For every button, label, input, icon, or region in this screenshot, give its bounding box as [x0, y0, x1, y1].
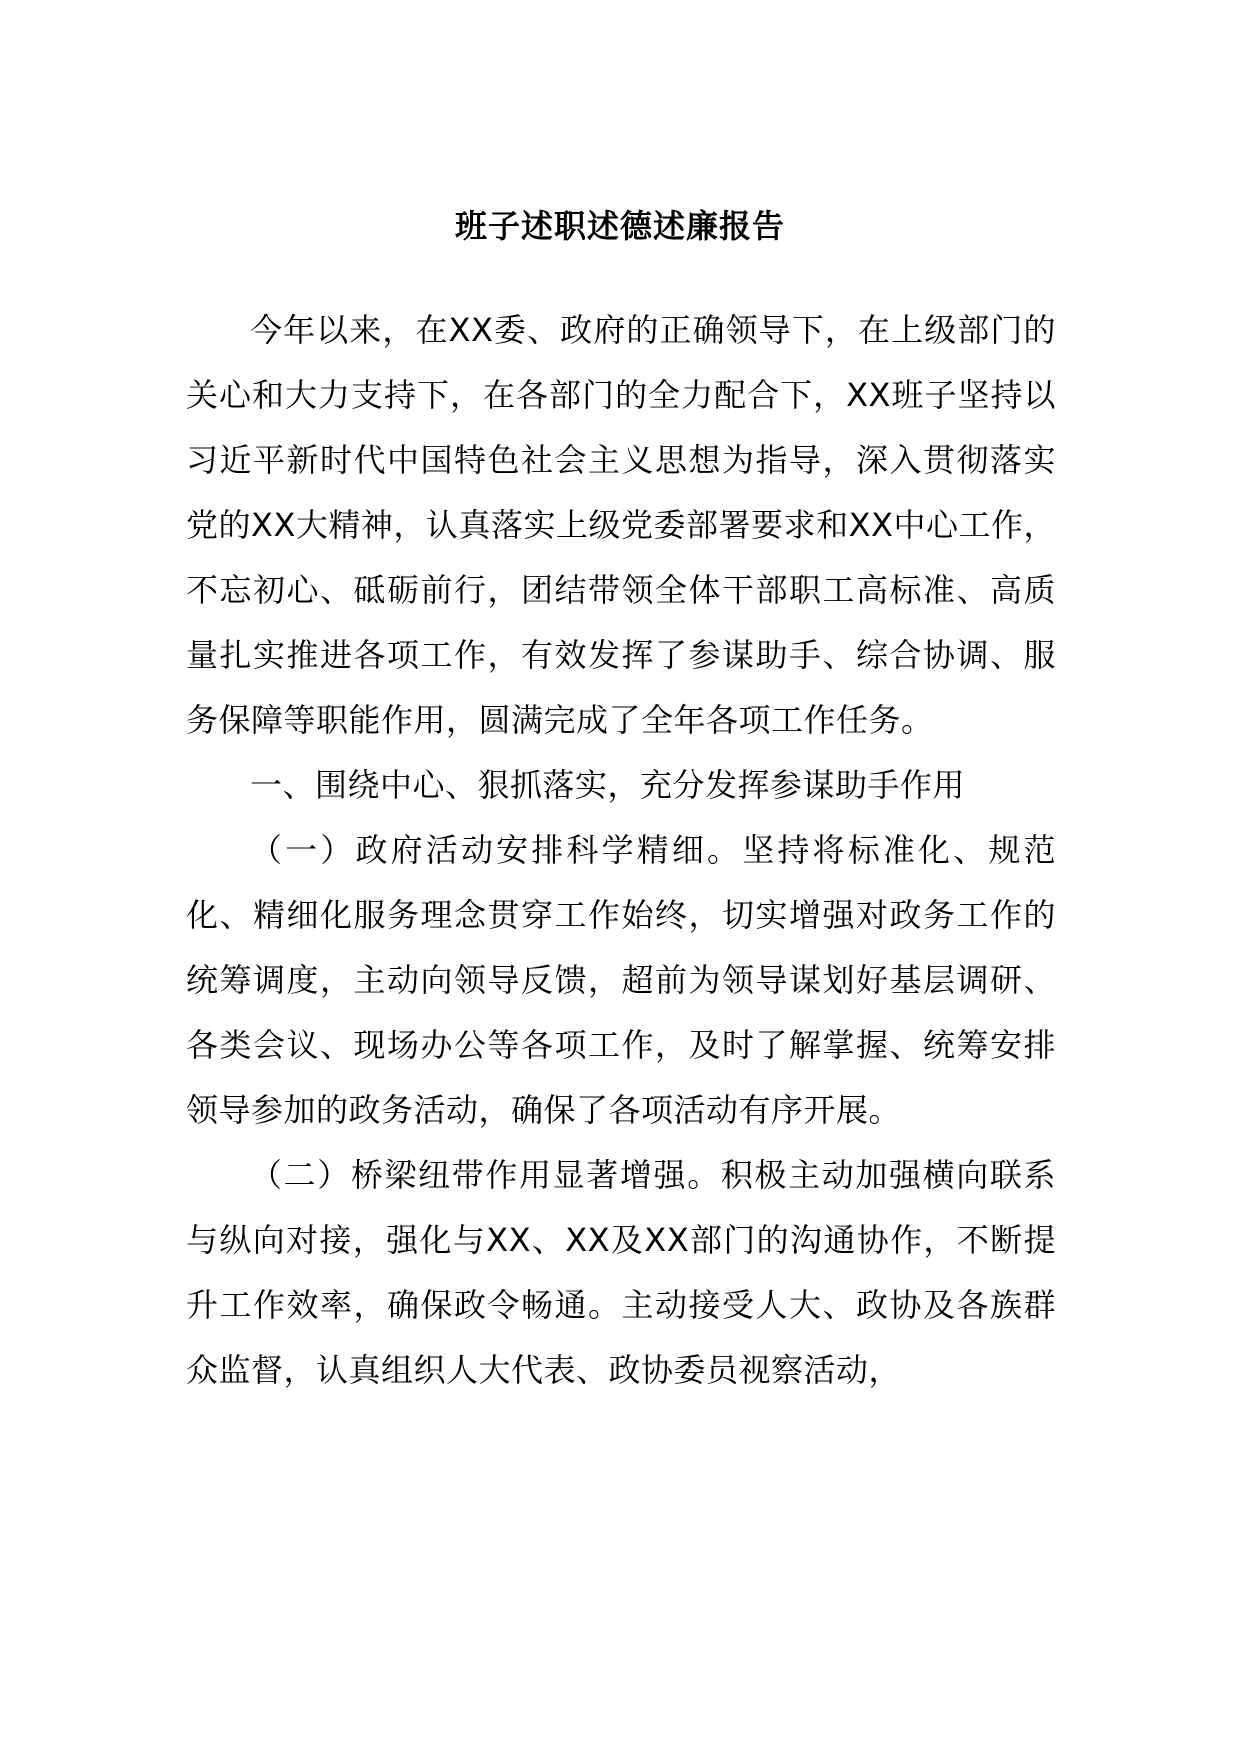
paragraph-intro: 今年以来，在XX委、政府的正确领导下，在上级部门的关心和大力支持下，在各部门的全力配合下，XX班子坚持以习近平新时代中国特色社会主义思想为指导，深入贯彻落实党的XX大精神，认真落实上级党委部署要求和XX中心工作，不忘初心、砥砺前行，团结带领全体干部职工高标准、高质量扎实推进各项工作，有效发挥了参谋助手、综合协调、服务保障等职能作用，圆满完成了全年各项工作任务。	[186, 311, 1056, 739]
document-body	[186, 298, 1056, 1403]
section-heading-1: 一、围绕中心、狠抓落实，充分发挥参谋助手作用	[250, 766, 966, 804]
paragraph-subsection-2: （二）桥梁纽带作用显著增强。积极主动加强横向联系与纵向对接，强化与XX、XX及XX部门的沟通协作，不断提升工作效率，确保政令畅通。主动接受人大、政协及各族群众监督，认真组织人大代表、政协委员视察活动，	[186, 1156, 1056, 1389]
paragraph-subsection-1: （一）政府活动安排科学精细。坚持将标准化、规范化、精细化服务理念贯穿工作始终，切实增强对政务工作的统筹调度，主动向领导反馈，超前为领导谋划好基层调研、各类会议、现场办公等各项工作，及时了解掌握、统筹安排领导参加的政务活动，确保了各项活动有序开展。	[186, 831, 1056, 1129]
document-title: 班子述职述德述廉报告	[454, 207, 785, 245]
